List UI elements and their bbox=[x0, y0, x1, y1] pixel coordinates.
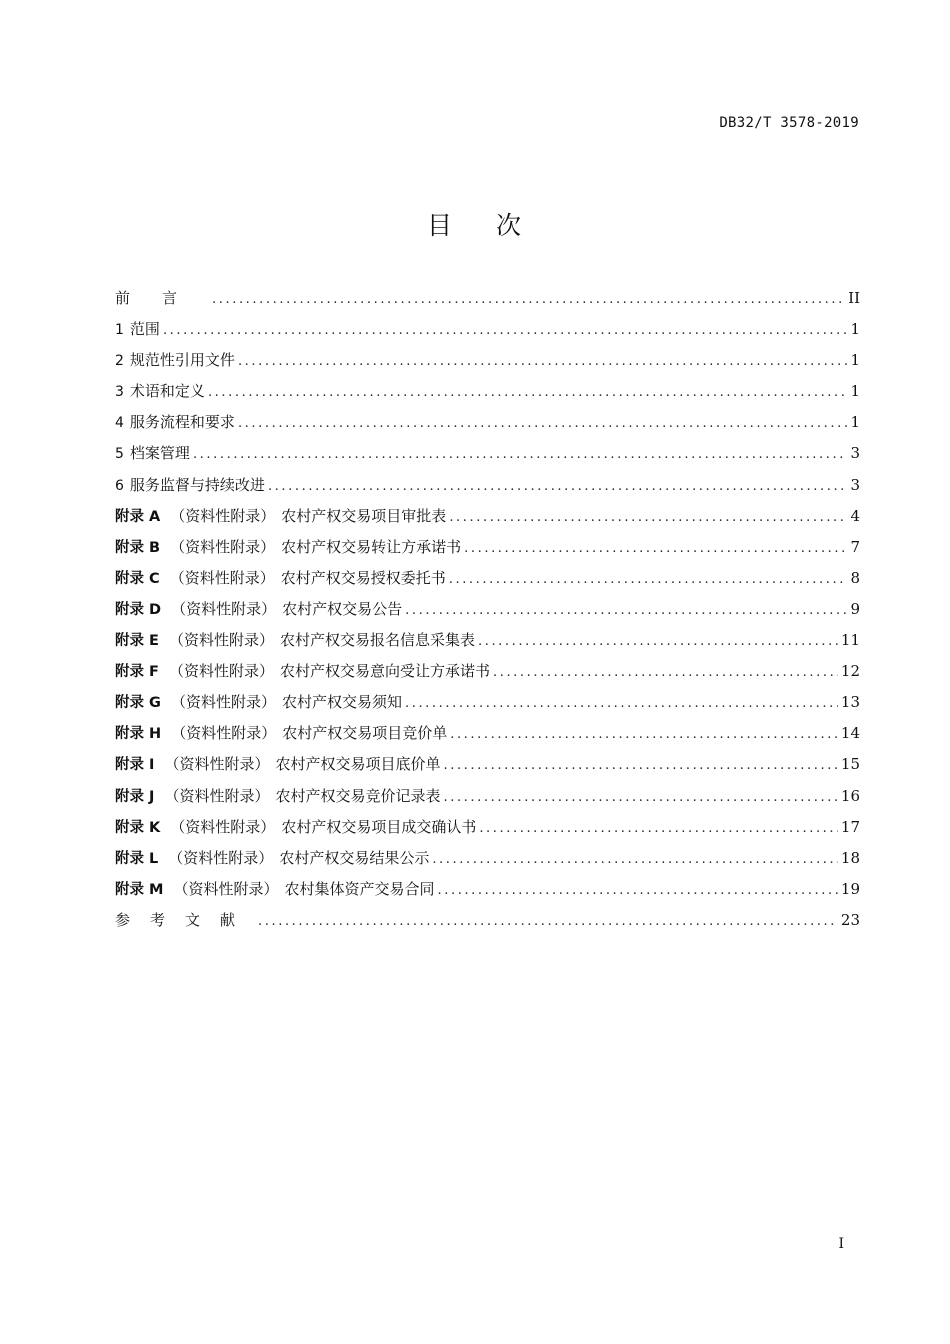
toc-entry-number: 3 bbox=[115, 384, 124, 401]
toc-entry-number: 5 bbox=[115, 446, 124, 463]
toc-entry-appendix-l[interactable] bbox=[115, 843, 860, 874]
toc-entry-appendix-k[interactable] bbox=[115, 812, 860, 843]
toc-entry-page: 19 bbox=[840, 879, 860, 898]
toc-entry-appendix-a[interactable] bbox=[115, 501, 860, 532]
appendix-type: （资料性附录） bbox=[164, 755, 270, 774]
toc-entry-page: 17 bbox=[840, 817, 860, 836]
appendix-label: 附录 J bbox=[115, 788, 155, 805]
dot-leader bbox=[258, 906, 838, 937]
appendix-type: （资料性附录） bbox=[170, 537, 276, 556]
toc-entry-title: 服务流程和要求 bbox=[129, 413, 235, 432]
toc-entry-section-5[interactable] bbox=[115, 438, 860, 469]
toc-entry-page: 16 bbox=[840, 786, 860, 805]
appendix-label: 附录 I bbox=[115, 757, 155, 774]
toc-entry-page: 1 bbox=[850, 382, 860, 401]
toc-entry-title: 农村产权交易授权委托书 bbox=[280, 568, 446, 587]
toc-entry-title: 农村产权交易竞价记录表 bbox=[275, 786, 441, 805]
toc-entry-title: 服务监督与持续改进 bbox=[129, 475, 265, 494]
dot-leader bbox=[163, 315, 848, 346]
standard-code: DB32/T 3578-2019 bbox=[719, 115, 859, 131]
toc-entry-page: 7 bbox=[850, 537, 860, 556]
appendix-type: （资料性附录） bbox=[168, 848, 274, 867]
title-char-2: 次 bbox=[496, 211, 524, 240]
appendix-type: （资料性附录） bbox=[168, 662, 274, 681]
toc-entry-title: 农村产权交易项目竞价单 bbox=[282, 724, 448, 743]
dot-leader bbox=[464, 533, 847, 564]
toc-entry-title: 农村产权交易转让方承诺书 bbox=[281, 537, 462, 556]
dot-leader bbox=[193, 439, 848, 470]
appendix-type: （资料性附录） bbox=[170, 817, 276, 836]
toc-entry-appendix-e[interactable] bbox=[115, 625, 860, 656]
toc-entry-title: 农村产权交易公告 bbox=[282, 599, 403, 618]
dot-leader bbox=[405, 595, 847, 626]
appendix-type: （资料性附录） bbox=[170, 506, 276, 525]
toc-entry-references[interactable] bbox=[115, 905, 860, 936]
toc-entry-appendix-m[interactable] bbox=[115, 874, 860, 905]
appendix-type: （资料性附录） bbox=[171, 599, 277, 618]
dot-leader bbox=[449, 502, 847, 533]
toc-entry-appendix-g[interactable] bbox=[115, 687, 860, 718]
dot-leader bbox=[478, 626, 838, 657]
toc-entry-page: 23 bbox=[840, 910, 860, 929]
appendix-type: （资料性附录） bbox=[168, 631, 274, 650]
dot-leader bbox=[443, 782, 837, 813]
appendix-label: 附录 C bbox=[115, 570, 160, 587]
toc-entry-page: 3 bbox=[850, 475, 860, 494]
dot-leader bbox=[479, 813, 838, 844]
appendix-label: 附录 E bbox=[115, 633, 159, 650]
toc-entry-section-6[interactable] bbox=[115, 470, 860, 501]
dot-leader bbox=[212, 284, 845, 315]
appendix-type: （资料性附录） bbox=[170, 693, 276, 712]
appendix-label: 附录 B bbox=[115, 539, 161, 556]
toc-entry-title: 术语和定义 bbox=[129, 382, 205, 401]
toc-entry-page: 12 bbox=[840, 662, 860, 681]
toc-entry-foreword[interactable] bbox=[115, 283, 860, 314]
toc-entry-title: 农村产权交易报名信息采集表 bbox=[279, 631, 475, 650]
toc-entry-title: 农村产权交易项目成交确认书 bbox=[281, 817, 477, 836]
toc-entry-title: 规范性引用文件 bbox=[129, 351, 235, 370]
toc-entry-number: 4 bbox=[115, 415, 124, 432]
toc-entry-page: 13 bbox=[840, 693, 860, 712]
toc-entry-page: 9 bbox=[850, 599, 860, 618]
page-title bbox=[0, 206, 950, 242]
toc-entry-number: 1 bbox=[115, 322, 124, 339]
dot-leader bbox=[238, 408, 848, 439]
toc-entry-number: 2 bbox=[115, 353, 124, 370]
toc-entry-page: 3 bbox=[850, 444, 860, 463]
toc-entry-title: 档案管理 bbox=[129, 444, 190, 463]
dot-leader bbox=[268, 471, 848, 502]
appendix-type: （资料性附录） bbox=[164, 786, 270, 805]
toc-entry-page: 1 bbox=[850, 351, 860, 370]
toc-entry-page: 1 bbox=[850, 320, 860, 339]
appendix-label: 附录 G bbox=[115, 695, 161, 712]
toc-entry-title: 农村产权交易项目底价单 bbox=[275, 755, 441, 774]
toc-entry-title: 前言 bbox=[115, 289, 210, 307]
toc-entry-section-1[interactable] bbox=[115, 314, 860, 345]
toc-entry-title: 农村产权交易意向受让方承诺书 bbox=[279, 662, 490, 681]
toc-entry-page: 8 bbox=[850, 568, 860, 587]
appendix-label: 附录 F bbox=[115, 664, 159, 681]
page-number: I bbox=[838, 1236, 844, 1252]
dot-leader bbox=[443, 750, 837, 781]
toc-entry-appendix-c[interactable] bbox=[115, 563, 860, 594]
toc-entry-number: 6 bbox=[115, 477, 124, 494]
appendix-label: 附录 H bbox=[115, 726, 162, 743]
toc-entry-title: 农村产权交易结果公示 bbox=[279, 848, 430, 867]
toc-entry-appendix-d[interactable] bbox=[115, 594, 860, 625]
toc-entry-appendix-i[interactable] bbox=[115, 749, 860, 780]
dot-leader bbox=[405, 688, 838, 719]
toc-entry-page: 18 bbox=[840, 848, 860, 867]
toc-entry-section-4[interactable] bbox=[115, 407, 860, 438]
toc-entry-page: 1 bbox=[850, 413, 860, 432]
toc-entry-section-2[interactable] bbox=[115, 345, 860, 376]
dot-leader bbox=[449, 564, 848, 595]
toc-entry-section-3[interactable] bbox=[115, 376, 860, 407]
toc-entry-page: 14 bbox=[840, 724, 860, 743]
toc-entry-appendix-h[interactable] bbox=[115, 718, 860, 749]
toc-entry-title: 农村产权交易项目审批表 bbox=[281, 506, 447, 525]
toc-entry-title: 农村产权交易须知 bbox=[281, 693, 402, 712]
appendix-type: （资料性附录） bbox=[171, 724, 277, 743]
appendix-label: 附录 D bbox=[115, 601, 162, 618]
dot-leader bbox=[238, 346, 848, 377]
appendix-label: 附录 A bbox=[115, 508, 161, 525]
toc-entry-page: 4 bbox=[850, 506, 860, 525]
toc-entry-appendix-b[interactable] bbox=[115, 532, 860, 563]
appendix-type: （资料性附录） bbox=[169, 568, 275, 587]
dot-leader bbox=[450, 719, 838, 750]
dot-leader bbox=[432, 844, 838, 875]
toc-entry-title: 农村集体资产交易合同 bbox=[284, 879, 435, 898]
appendix-label: 附录 L bbox=[115, 850, 159, 867]
appendix-label: 附录 K bbox=[115, 819, 161, 836]
dot-leader bbox=[493, 657, 838, 688]
toc-entry-page: 15 bbox=[840, 755, 860, 774]
appendix-type: （资料性附录） bbox=[173, 879, 279, 898]
toc-entry-appendix-f[interactable] bbox=[115, 656, 860, 687]
toc-entry-page: 11 bbox=[840, 631, 860, 650]
toc-entry-appendix-j[interactable] bbox=[115, 781, 860, 812]
dot-leader bbox=[438, 875, 838, 906]
dot-leader bbox=[208, 377, 848, 408]
appendix-label: 附录 M bbox=[115, 881, 164, 898]
toc-entry-title: 参考文献 bbox=[115, 910, 256, 929]
table-of-contents bbox=[115, 283, 860, 936]
title-char-1: 目 bbox=[426, 211, 454, 240]
toc-entry-page: II bbox=[848, 289, 860, 307]
toc-entry-title: 范围 bbox=[129, 320, 160, 339]
